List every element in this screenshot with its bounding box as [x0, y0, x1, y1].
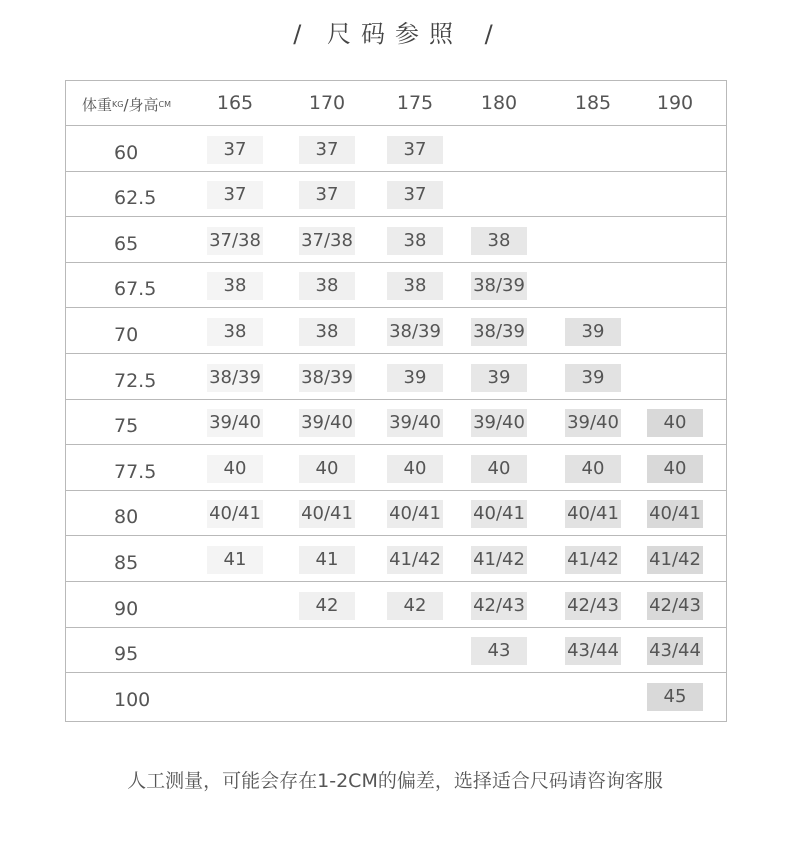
size-cell: 40 — [299, 455, 355, 483]
weight-label: 75 — [114, 415, 139, 437]
size-cell: 38/39 — [207, 364, 263, 392]
size-cell: 38 — [207, 318, 263, 346]
table-row — [66, 446, 726, 491]
size-cell: 38 — [207, 272, 263, 300]
size-cell: 37/38 — [299, 227, 355, 255]
size-cell: 38/39 — [471, 272, 527, 300]
size-cell: 42/43 — [565, 592, 621, 620]
size-cell: 38 — [299, 318, 355, 346]
size-cell: 39 — [471, 364, 527, 392]
size-cell: 41/42 — [647, 546, 703, 574]
size-cell: 39 — [387, 364, 443, 392]
table-row — [66, 674, 726, 719]
size-cell: 39 — [565, 364, 621, 392]
size-cell: 41/42 — [471, 546, 527, 574]
size-cell: 40/41 — [471, 500, 527, 528]
header-weight-unit: KG — [112, 100, 124, 109]
size-cell: 38 — [387, 227, 443, 255]
size-cell: 42/43 — [471, 592, 527, 620]
weight-label: 85 — [114, 552, 139, 574]
header-label — [82, 94, 171, 115]
size-cell: 42 — [299, 592, 355, 620]
size-cell: 39/40 — [471, 409, 527, 437]
table-header-row — [66, 81, 726, 126]
size-cell: 42/43 — [647, 592, 703, 620]
size-cell: 38 — [471, 227, 527, 255]
size-cell: 39/40 — [299, 409, 355, 437]
weight-label: 62.5 — [114, 187, 157, 209]
size-cell: 40/41 — [647, 500, 703, 528]
size-cell: 40/41 — [387, 500, 443, 528]
size-cell: 40/41 — [299, 500, 355, 528]
size-cell: 43 — [471, 637, 527, 665]
table-row — [66, 172, 726, 217]
weight-label: 60 — [114, 142, 139, 164]
size-cell: 45 — [647, 683, 703, 711]
size-cell: 40/41 — [565, 500, 621, 528]
weight-label: 65 — [114, 233, 139, 255]
size-cell: 39/40 — [207, 409, 263, 437]
height-header: 175 — [396, 92, 434, 114]
table-row — [66, 491, 726, 536]
size-cell: 38/39 — [387, 318, 443, 346]
title-text: 尺码参照 — [327, 20, 463, 48]
size-cell: 37/38 — [207, 227, 263, 255]
weight-label: 67.5 — [114, 278, 157, 300]
size-cell: 37 — [207, 181, 263, 209]
table-row — [66, 309, 726, 354]
size-cell: 38/39 — [299, 364, 355, 392]
height-header: 170 — [308, 92, 346, 114]
weight-label: 95 — [114, 643, 139, 665]
table-row — [66, 263, 726, 308]
table-row — [66, 583, 726, 628]
table-row — [66, 400, 726, 445]
weight-label: 77.5 — [114, 461, 157, 483]
height-header: 165 — [216, 92, 254, 114]
table-row — [66, 355, 726, 400]
measurement-note: 人工测量，可能会存在1-2CM的偏差，选择适合尺码请咨询客服 — [127, 770, 663, 792]
size-cell: 40 — [565, 455, 621, 483]
table-row — [66, 218, 726, 263]
size-cell: 38 — [387, 272, 443, 300]
weight-label: 90 — [114, 598, 139, 620]
size-cell: 40 — [387, 455, 443, 483]
size-cell: 40 — [647, 455, 703, 483]
weight-label: 100 — [114, 689, 151, 711]
weight-label: 70 — [114, 324, 139, 346]
header-height: /身高 — [123, 96, 159, 114]
size-cell: 39/40 — [387, 409, 443, 437]
size-cell: 41/42 — [565, 546, 621, 574]
size-cell: 40 — [207, 455, 263, 483]
weight-label: 72.5 — [114, 370, 157, 392]
size-cell: 38/39 — [471, 318, 527, 346]
header-weight: 体重 — [82, 96, 113, 114]
title-slash-right: / — [484, 20, 497, 48]
size-cell: 39 — [565, 318, 621, 346]
size-cell: 37 — [299, 136, 355, 164]
size-cell: 42 — [387, 592, 443, 620]
size-cell: 38 — [299, 272, 355, 300]
size-cell: 41/42 — [387, 546, 443, 574]
height-header: 185 — [574, 92, 612, 114]
size-cell: 40 — [471, 455, 527, 483]
table-row — [66, 127, 726, 172]
table-row — [66, 628, 726, 673]
header-height-unit: CM — [158, 100, 172, 109]
height-header: 180 — [480, 92, 518, 114]
size-cell: 40 — [647, 409, 703, 437]
size-cell: 41 — [207, 546, 263, 574]
size-cell: 41 — [299, 546, 355, 574]
size-cell: 37 — [387, 181, 443, 209]
table-row — [66, 537, 726, 582]
page-title — [0, 14, 790, 49]
size-cell: 37 — [299, 181, 355, 209]
size-chart-table — [65, 80, 727, 722]
size-cell: 40/41 — [207, 500, 263, 528]
size-cell: 39/40 — [565, 409, 621, 437]
size-cell: 43/44 — [647, 637, 703, 665]
weight-label: 80 — [114, 506, 139, 528]
size-cell: 37 — [387, 136, 443, 164]
title-slash-left: / — [293, 20, 306, 48]
size-cell: 43/44 — [565, 637, 621, 665]
size-cell: 37 — [207, 136, 263, 164]
height-header: 190 — [656, 92, 694, 114]
